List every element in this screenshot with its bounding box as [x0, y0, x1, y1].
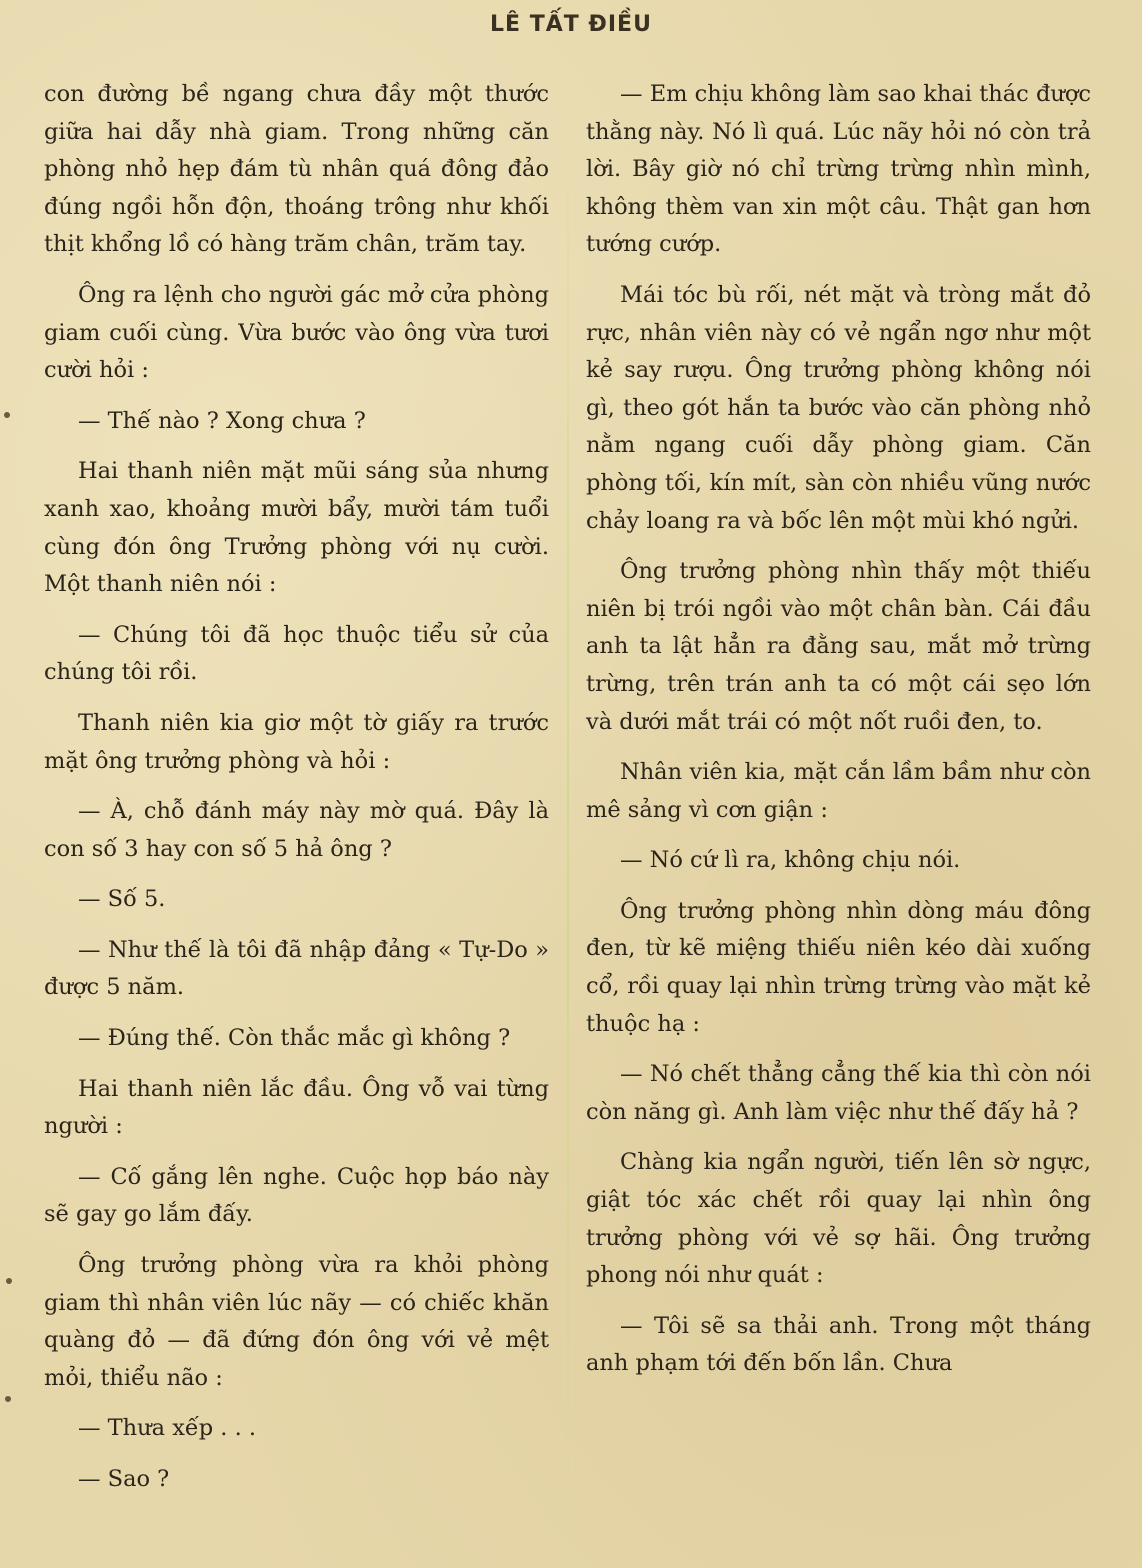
- paragraph: Ông trưởng phòng vừa ra khỏi phòng giam thì nhân viên lúc nãy — có chiếc khăn quàng đỏ — đã đứng đón ông với vẻ mệt mỏi, thiểu não :: [44, 1252, 549, 1391]
- paragraph: con đường bề ngang chưa đầy một thước giữa hai dẫy nhà giam. Trong những căn phòng nhỏ hẹp đám tù nhân quá đông đảo đúng ngồi hỗn độn, thoáng trông như khối thịt khổng lồ có hàng trăm chân, trăm tay.: [44, 81, 549, 258]
- paragraph: Ông trưởng phòng nhìn thấy một thiếu niên bị trói ngồi vào một chân bàn. Cái đầu anh ta lật hẳn ra đằng sau, mắt mở trừng trừng, trên trán anh ta có một cái sẹo lớn và dưới mắt trái có một nốt ruồi đen, to.: [586, 558, 1091, 735]
- paragraph: — Thưa xếp . . .: [78, 1415, 257, 1442]
- paragraph: — Cố gắng lên nghe. Cuộc họp báo này sẽ gay go lắm đấy.: [44, 1163, 549, 1228]
- paragraph: Mái tóc bù rối, nét mặt và tròng mắt đỏ rực, nhân viên này có vẻ ngẩn ngơ như một kẻ say rượu. Ông trưởng phòng không nói gì, theo gót hắn ta bước vào căn phòng nhỏ nằm ngang cuối dẫy phòng giam. Căn phòng tối, kín mít, sàn còn nhiều vũng nước chảy loang ra và bốc lên một mùi khó ngửi.: [586, 281, 1091, 534]
- paragraph: Ông trưởng phòng nhìn dòng máu đông đen, từ kẽ miệng thiếu niên kéo dài xuống cổ, rồi quay lại nhìn trừng trừng vào mặt kẻ thuộc hạ :: [586, 897, 1091, 1037]
- paragraph: Hai thanh niên mặt mũi sáng sủa nhưng xanh xao, khoảng mười bẩy, mười tám tuổi cùng đón ông Trưởng phòng với nụ cười. Một thanh niên nói :: [44, 458, 549, 598]
- paragraph: — Đúng thế. Còn thắc mắc gì không ?: [78, 1025, 511, 1052]
- paragraph: Hai thanh niên lắc đầu. Ông vỗ vai từng người :: [44, 1075, 549, 1140]
- right-column: [586, 76, 1091, 1396]
- paragraph: — Thế nào ? Xong chưa ?: [78, 407, 366, 434]
- paragraph: — À, chỗ đánh máy này mờ quá. Đây là con số 3 hay con số 5 hả ông ?: [44, 798, 549, 862]
- ink-spot: [6, 1278, 12, 1284]
- paragraph: — Em chịu không làm sao khai thác được thằng này. Nó lì quá. Lúc nãy hỏi nó còn trả lời. Bây giờ nó chỉ trừng trừng nhìn mình, không thèm van xin một câu. Thật gan hơn tướng cướp.: [586, 81, 1091, 258]
- paragraph: — Sao ?: [78, 1466, 170, 1492]
- paragraph: Nhân viên kia, mặt cắn lầm bầm như còn mê sảng vì cơn giận :: [586, 759, 1091, 823]
- running-head: LÊ TẤT ĐIỀU: [490, 12, 652, 37]
- paragraph: — Tôi sẽ sa thải anh. Trong một tháng anh phạm tới đến bốn lần. Chưa: [586, 1312, 1091, 1377]
- paragraph: — Nó cứ lì ra, không chịu nói.: [620, 847, 961, 874]
- page-fold: [567, 40, 569, 1568]
- left-column: [44, 76, 549, 1512]
- ink-spot: [5, 1396, 11, 1402]
- paragraph: — Chúng tôi đã học thuộc tiểu sử của chúng tôi rồi.: [44, 621, 549, 686]
- ink-spot: [4, 412, 10, 418]
- paragraph: Ông ra lệnh cho người gác mở cửa phòng giam cuối cùng. Vừa bước vào ông vừa tươi cười hỏi :: [44, 281, 549, 384]
- paragraph: Thanh niên kia giơ một tờ giấy ra trước mặt ông trưởng phòng và hỏi :: [44, 709, 549, 774]
- paragraph: — Nó chết thẳng cẳng thế kia thì còn nói còn năng gì. Anh làm việc như thế đấy hả ?: [586, 1061, 1091, 1125]
- paragraph: Chàng kia ngẩn người, tiến lên sờ ngực, giật tóc xác chết rồi quay lại nhìn ông trưởng phòng với vẻ sợ hãi. Ông trưởng phong nói như quát :: [586, 1149, 1091, 1289]
- paragraph: — Như thế là tôi đã nhập đảng « Tự-Do » được 5 năm.: [44, 936, 549, 1001]
- paragraph: — Số 5.: [78, 886, 166, 913]
